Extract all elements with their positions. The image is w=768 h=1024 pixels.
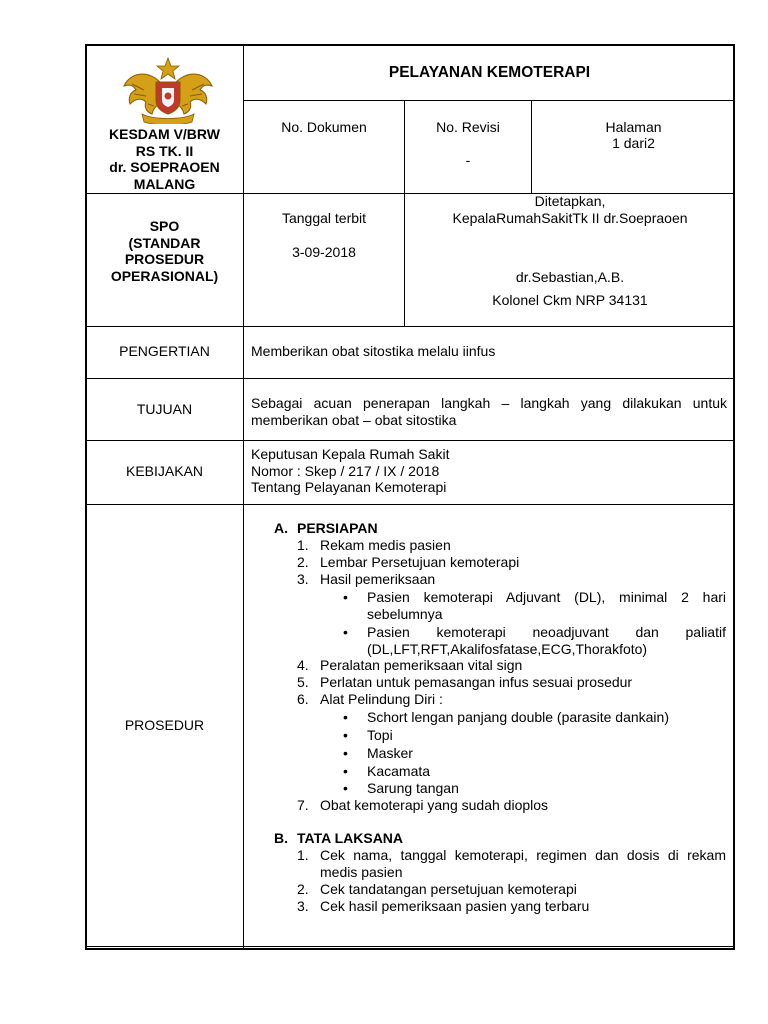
- list-subitem: Topi: [367, 727, 393, 743]
- bullet: •: [343, 763, 348, 779]
- list-number: 3.: [297, 898, 309, 914]
- list-number: 6.: [297, 691, 309, 707]
- list-subitem: Masker: [367, 745, 413, 761]
- list-item: Alat Pelindung Diri :: [320, 691, 443, 707]
- section-a-title: PERSIAPAN: [297, 520, 378, 536]
- table-rule-pengertian: [85, 378, 735, 379]
- list-item: Obat kemoterapi yang sudah dioplos: [320, 797, 549, 813]
- list-item: Hasil pemeriksaan: [320, 571, 436, 587]
- spo-line: (STANDAR: [128, 234, 201, 251]
- tujuan-text: Sebagai acuan penerapan langkah – langkah yang dilakukan untuk memberikan obat – obat sitostika: [251, 395, 727, 428]
- list-number: 5.: [297, 674, 309, 690]
- revision-label: No. Revisi: [436, 119, 500, 135]
- list-number: 1.: [297, 847, 309, 863]
- table-rule-bottom: [85, 946, 735, 947]
- list-number: 7.: [297, 797, 309, 813]
- spo-line: PROSEDUR: [124, 251, 205, 267]
- approved-by: KepalaRumahSakitTk II dr.Soepraoen: [452, 210, 688, 226]
- issue-date-value: 3-09-2018: [292, 244, 356, 260]
- bullet: •: [343, 727, 348, 743]
- spo-line: SPO: [149, 218, 180, 234]
- list-number: 4.: [297, 657, 309, 673]
- list-subitem: Sarung tangan: [367, 780, 459, 796]
- bullet: •: [343, 709, 348, 725]
- list-subitem: Schort lengan panjang double (parasite dankain): [367, 709, 669, 725]
- bullet: •: [343, 624, 348, 640]
- table-rule-spo: [85, 326, 735, 327]
- prosedur-label: PROSEDUR: [124, 717, 205, 733]
- list-subitem: Pasien kemoterapi neoadjuvant dan paliatif (DL,LFT,RFT,Akalifosfatase,ECG,Thorakfoto): [367, 624, 726, 657]
- org-line: dr. SOEPRAOEN: [109, 159, 220, 175]
- list-item: Rekam medis pasien: [320, 537, 451, 553]
- list-item: Cek nama, tanggal kemoterapi, regimen dan dosis di rekam medis pasien: [320, 847, 726, 880]
- list-item: Cek tandatangan persetujuan kemoterapi: [320, 881, 577, 897]
- list-item: Lembar Persetujuan kemoterapi: [320, 554, 520, 570]
- approved-label: Ditetapkan,: [534, 193, 606, 209]
- list-number: 2.: [297, 881, 309, 897]
- section-a-letter: A.: [274, 520, 288, 536]
- kebijakan-text: [251, 446, 727, 496]
- table-rule-tujuan: [85, 440, 735, 441]
- kebijakan-line: Nomor : Skep / 217 / IX / 2018: [251, 462, 440, 479]
- table-divider-main: [243, 44, 244, 950]
- issue-date-label: Tanggal terbit: [281, 210, 367, 226]
- revision-value: -: [465, 152, 471, 168]
- pengertian-label: PENGERTIAN: [119, 343, 210, 359]
- section-b-letter: B.: [274, 830, 288, 846]
- table-divider-doc: [404, 100, 405, 194]
- list-item: Peralatan pemeriksaan vital sign: [320, 657, 523, 673]
- document-title: PELAYANAN KEMOTERAPI: [388, 64, 591, 81]
- kebijakan-line: Tentang Pelayanan Kemoterapi: [251, 479, 447, 495]
- list-number: 3.: [297, 571, 309, 587]
- list-subitem: Kacamata: [367, 763, 431, 779]
- section-b-title: TATA LAKSANA: [297, 830, 404, 846]
- table-rule-title: [243, 100, 735, 101]
- kebijakan-line: Keputusan Kepala Rumah Sakit: [251, 446, 450, 462]
- spo-line: OPERASIONAL): [110, 267, 219, 284]
- org-line: KESDAM V/BRW: [109, 126, 220, 142]
- tujuan-label: TUJUAN: [136, 401, 193, 417]
- kesdam-logo: [122, 56, 214, 124]
- page-label: Halaman: [605, 119, 662, 135]
- signer-rank: Kolonel Ckm NRP 34131: [492, 292, 648, 308]
- pengertian-text: Memberikan obat sitostika melalu iinfus: [251, 343, 496, 359]
- list-item: Perlatan untuk pemasangan infus sesuai prosedur: [320, 674, 633, 690]
- bullet: •: [343, 780, 348, 796]
- bullet: •: [343, 745, 348, 761]
- list-item: Cek hasil pemeriksaan pasien yang terbaru: [320, 898, 590, 914]
- table-rule-kebijakan: [85, 504, 735, 505]
- org-line: MALANG: [133, 175, 196, 192]
- bullet: •: [343, 589, 348, 605]
- kebijakan-label: KEBIJAKAN: [125, 463, 204, 479]
- list-subitem: Pasien kemoterapi Adjuvant (DL), minimal 2 hari sebelumnya: [367, 589, 726, 622]
- org-name: [86, 126, 243, 192]
- list-number: 2.: [297, 554, 309, 570]
- org-line: RS TK. II: [135, 142, 194, 159]
- list-number: 1.: [297, 537, 309, 553]
- doc-number-label: No. Dokumen: [281, 119, 367, 135]
- spo-label: [86, 218, 243, 284]
- signer-name: dr.Sebastian,A.B.: [515, 269, 625, 285]
- page-value: 1 dari2: [612, 135, 655, 151]
